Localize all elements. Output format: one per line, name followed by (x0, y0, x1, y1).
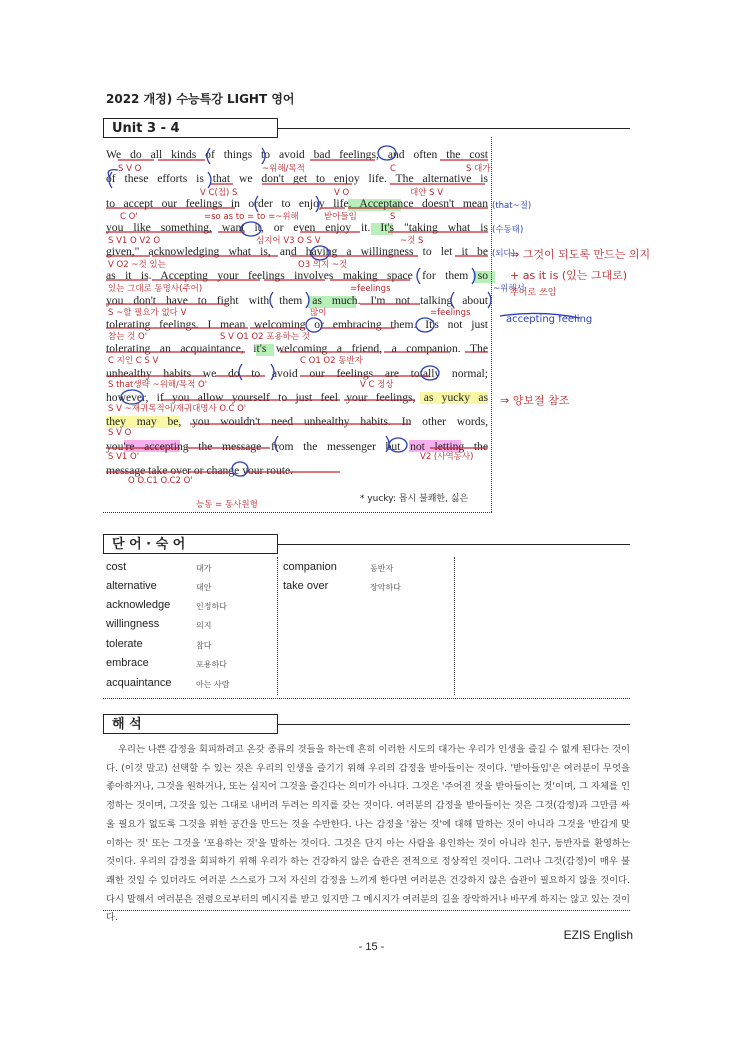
svg-text:S V1 O': S V1 O' (108, 452, 140, 462)
svg-text:S ~할 필요가 없다 V: S ~할 필요가 없다 V (108, 308, 187, 318)
svg-text:V O2 ~것 있는: V O2 ~것 있는 (108, 260, 166, 270)
vocab-word: tolerate (106, 638, 143, 650)
vocab-divider-2 (454, 557, 455, 695)
svg-text:accepting feeling: accepting feeling (506, 314, 593, 325)
svg-text:S 대가: S 대가 (466, 164, 491, 174)
svg-text:V C 정상: V C 정상 (360, 380, 394, 390)
svg-text:~위해서: ~위해서 (493, 284, 525, 294)
translation-title: 해 석 (112, 717, 142, 732)
svg-text:⇒ 양보절 참조: ⇒ 양보절 참조 (500, 394, 570, 407)
passage-line: you like something, want it, or even enjoy it. It's "taking what is (106, 220, 488, 234)
svg-text:있는 그대로 동명사(주어): 있는 그대로 동명사(주어) (108, 284, 203, 294)
passage-line: however, if you allow yourself to just feel your feelings, as yucky as (106, 390, 488, 404)
svg-text:참는 것 O': 참는 것 O' (108, 332, 148, 342)
passage-line: as it is. Accepting your feelings involves making space for them so (106, 269, 488, 283)
passage-line: you're accepting the message from the messenger but not letting the (106, 439, 488, 453)
svg-text:S V O: S V O (118, 164, 142, 174)
vocab-bottom-border (103, 698, 630, 699)
svg-text:=feelings: =feelings (430, 308, 471, 318)
svg-text:주어로 쓰임: 주어로 쓰임 (510, 288, 557, 298)
vocab-word: take over (283, 580, 329, 592)
svg-text:V2 (사역동사): V2 (사역동사) (420, 452, 474, 462)
vocab-meaning: 아는 사람 (196, 680, 230, 689)
passage-line: you don't have to fight with them as much. I'm not talking about (106, 293, 488, 307)
svg-text:S V1 O V2 O: S V1 O V2 O (108, 236, 161, 246)
vocab-title: 단 어 · 숙 어 (112, 537, 186, 552)
vocab-word: cost (106, 561, 127, 573)
svg-text:대안 S V: 대안 S V (410, 188, 444, 198)
vocab-word: willingness (106, 618, 160, 630)
vocab-meaning: 의지 (196, 621, 212, 630)
svg-text:(that~절): (that~절) (492, 201, 532, 211)
svg-text:S V ~재귀목적어/재귀대명사 O.C O': S V ~재귀목적어/재귀대명사 O.C O' (108, 404, 247, 414)
vocab-word: acknowledge (106, 599, 171, 611)
passage-line: tolerating feelings. I mean welcoming or embracing them. It's not just (106, 318, 488, 332)
vocab-meaning: 인정하다 (196, 602, 227, 611)
vocab-meaning: 대가 (196, 564, 212, 573)
svg-text:⇒ 그것이 되도록 만드는 의지: ⇒ 그것이 되도록 만드는 의지 (510, 248, 651, 261)
vocab-rule (278, 544, 630, 545)
svg-text:=so as to = to =~위해: =so as to = to =~위해 (204, 212, 299, 222)
passage-line: unhealthy habits we do to avoid our feelings are totally normal; (106, 366, 488, 380)
svg-text:+ as it is (있는 그대로): + as it is (있는 그대로) (510, 269, 628, 282)
brand-label: EZIS English (563, 928, 633, 942)
passage-line: they may be, you wouldn't need unhealthy habits. In other words, (106, 415, 488, 429)
svg-text:V C(접) S: V C(접) S (200, 188, 238, 198)
svg-text:(되다): (되다) (492, 249, 516, 259)
svg-text:받아들임: 받아들임 (324, 212, 357, 222)
vocab-meaning: 포용하다 (196, 660, 227, 669)
passage-line: We do all kinds of things to avoid bad feelings, and often the cost (106, 148, 488, 161)
svg-text:V O: V O (334, 188, 350, 198)
svg-text:C 지인 C S V: C 지인 C S V (108, 356, 159, 366)
translation-text: 우리는 나쁜 감정을 회피하려고 온갖 종류의 것들을 하는데 흔히 이러한 시도의 대가는 우리가 인생을 즐길 수 없게 된다는 것이다. (이것 말고) 선택할 수 있는 것은 우리의 인생을 즐기기 위해 우리의 감정을 받아들이는 것이다. '받아들임'은 여러분이 무엇을 좋아하거나, 그것을 원하거나, 또는 심지어 그것을 즐긴다는 의미가 아니다. 그것은 '주어진 것을 받아들이는 것'이며, 그 자체를 인정하는 것이며, 그것을 있는 그대로 내버려 두려는 의지를 갖는 것이다. 여러분의 감정을 받아들이는 것은 그것(감정)과 그만큼 싸울 필요가 없도록 그것을 위한 공간을 만드는 것을 수반한다. 나는 감정을 '참는 것'에 대해 말하는 것이 아니라 그것을 '반갑게 맞이하는 것' 또는 그것을 '포용하는 것'을 말하는 것이다. 그것은 단지 아는 사람을 용인하는 것이 아니라 친구, 동반자를 환영하는 것이다. 우리의 감정을 회피하기 위해 우리가 하는 건강하지 않은 습관은 전적으로 정상적인 것이다. 그러나 그것(감정)이 매우 불쾌한 것일 수 있더라도 여러분 스스로가 그저 자신의 감정을 느끼게 한다면 여러분은 건강하지 않은 습관이 필요하지 않을 것이다. 다시 말해서 여러분은 전령으로부터의 메시지를 받고 있지만 그 메시지가 여러분의 길을 장악하거나 바꾸게 하지는 않고 있는 것이다. (106, 744, 630, 924)
unit-label: Unit 3 - 4 (112, 121, 180, 136)
footnote: * yucky: 몹시 불쾌한, 싫은 (360, 494, 469, 504)
svg-text:O O.C1 O.C2 O': O O.C1 O.C2 O' (128, 476, 193, 486)
svg-text:S V O: S V O (108, 428, 132, 438)
vocab-meaning: 참다 (196, 641, 212, 650)
svg-text:S that생략 ~위해/목적 O': S that생략 ~위해/목적 O' (108, 380, 208, 390)
passage-line: message take over or change your route. (106, 463, 294, 477)
page-number: - 15 - (358, 941, 385, 953)
vocab-word: companion (283, 561, 337, 573)
vocab-word: acquaintance (106, 677, 172, 689)
passage-line: of these efforts is that we don't get to enjoy life. The alternative is (106, 172, 488, 186)
passage-line: tolerating an acquaintance, it's welcoming a friend, a companion. The (106, 342, 488, 356)
translation-title-box (103, 714, 278, 734)
svg-text:심지어 V3 O S V: 심지어 V3 O S V (256, 236, 321, 246)
vocab-word: embrace (106, 657, 149, 669)
svg-text:(수동태): (수동태) (492, 225, 524, 235)
vocab-word: alternative (106, 580, 157, 592)
svg-text:능동 = 동사원형: 능동 = 동사원형 (196, 500, 258, 510)
svg-text:~것 S: ~것 S (400, 236, 424, 246)
vocab-meaning: 동반자 (370, 564, 394, 573)
svg-text:S: S (390, 212, 396, 222)
vocab-meaning: 대안 (196, 583, 212, 592)
svg-text:~위해/목적: ~위해/목적 (262, 164, 305, 174)
page-header-title: 2022 개정) 수능특강 LIGHT 영어 (106, 92, 295, 106)
vocab-title-box (103, 534, 278, 554)
svg-text:많이: 많이 (310, 308, 327, 318)
svg-text:S V O1 O2 포용하는 것: S V O1 O2 포용하는 것 (220, 332, 310, 342)
svg-text:=feelings: =feelings (350, 284, 391, 294)
passage-line: to accept our feelings in order to enjoy life. Acceptance doesn't mean (106, 196, 488, 210)
svg-text:O3 의지 ~것: O3 의지 ~것 (298, 260, 348, 270)
svg-text:C: C (390, 164, 396, 174)
svg-text:C O1 O2 동반자: C O1 O2 동반자 (300, 356, 363, 366)
svg-text:C O': C O' (120, 212, 138, 222)
translation-bottom-border (103, 910, 630, 911)
vocab-divider-1 (277, 557, 278, 695)
translation-rule (278, 724, 630, 725)
vocab-meaning: 장악하다 (370, 583, 401, 592)
passage-line: given," acknowledging what is, and having a willingness to let it be (106, 245, 488, 259)
